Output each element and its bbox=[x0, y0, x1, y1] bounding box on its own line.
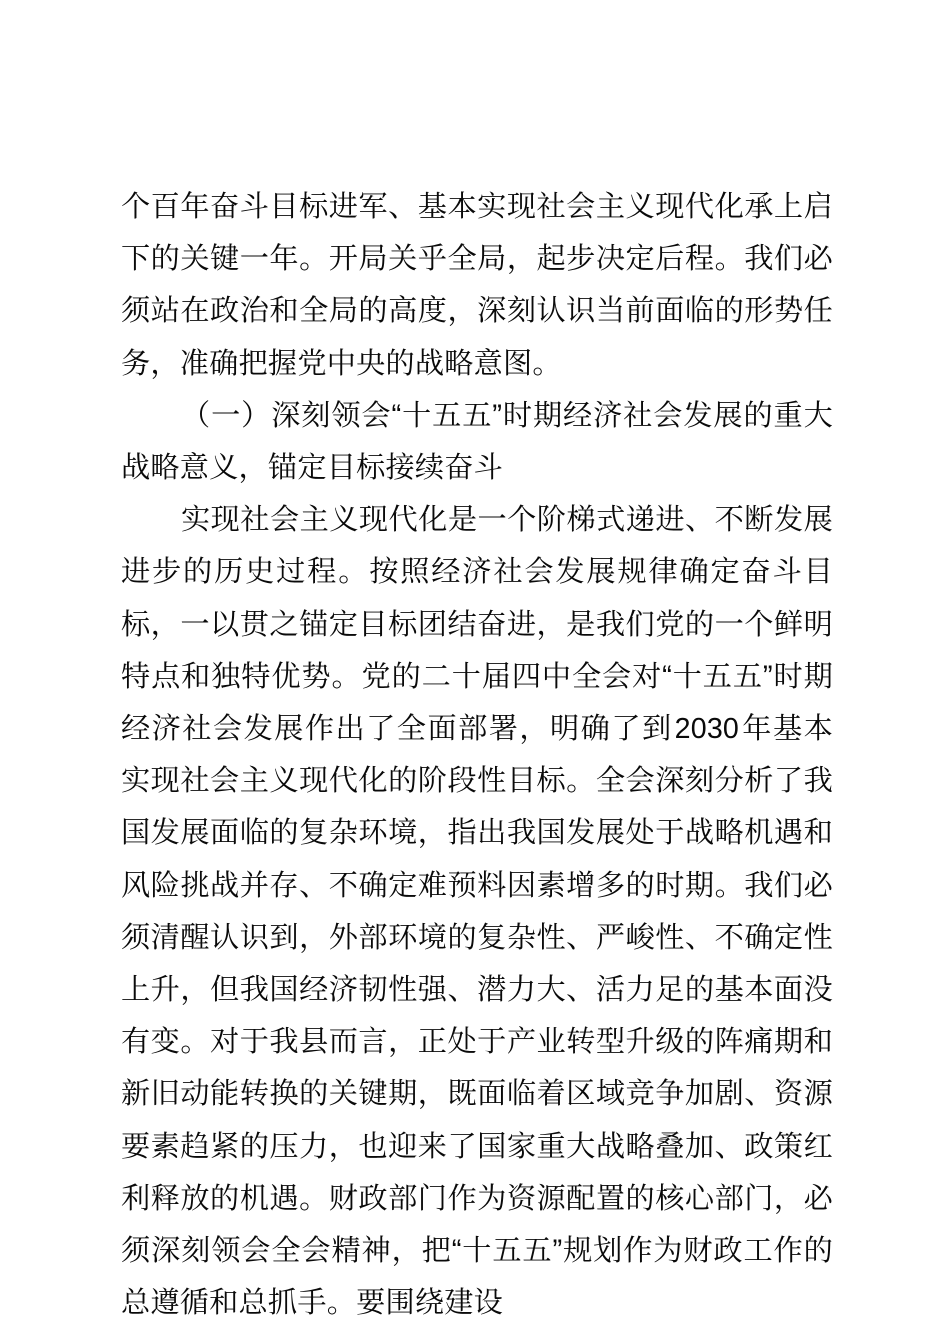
inline-year-number: 2030 bbox=[674, 713, 740, 746]
paragraph-continuation: 个百年奋斗目标进军、基本实现社会主义现代化承上启下的关键一年。开局关乎全局，起步决定后程。我们必须站在政治和全局的高度，深刻认识当前面临的形势任务，准确把握党中央的战略意图。 bbox=[121, 191, 833, 380]
page-text-body bbox=[121, 181, 833, 1329]
paragraph-body-one-part-a: 实现社会主义现代化是一个阶梯式递进、不断发展进步的历史过程。按照经济社会发展规律确定奋斗目标，一以贯之锚定目标团结奋进，是我们党的一个鲜明特点和独特优势。党的二十届四中全会对“十五五”时期经济社会发展作出了全面部署，明确了到 bbox=[121, 504, 833, 746]
paragraph-sub-heading-one: （一）深刻领会“十五五”时期经济社会发展的重大战略意义，锚定目标接续奋斗 bbox=[121, 399, 833, 485]
paragraph-body-one-part-b: 年基本实现社会主义现代化的阶段性目标。全会深刻分析了我国发展面临的复杂环境，指出我国发展处于战略机遇和风险挑战并存、不确定难预料因素增多的时期。我们必须清醒认识到，外部环境的复杂性、严峻性、不确定性上升，但我国经济韧性强、潜力大、活力足的基本面没有变。对于我县而言，正处于产业转型升级的阵痛期和新旧动能转换的关键期，既面临着区域竞争加剧、资源要素趋紧的压力，也迎来了国家重大战略叠加、政策红利释放的机遇。财政部门作为资源配置的核心部门，必须深刻领会全会精神，把“十五五”规划作为财政工作的总遵循和总抓手。要围绕建设 bbox=[121, 713, 833, 1320]
paragraph-body-one bbox=[121, 494, 833, 1329]
